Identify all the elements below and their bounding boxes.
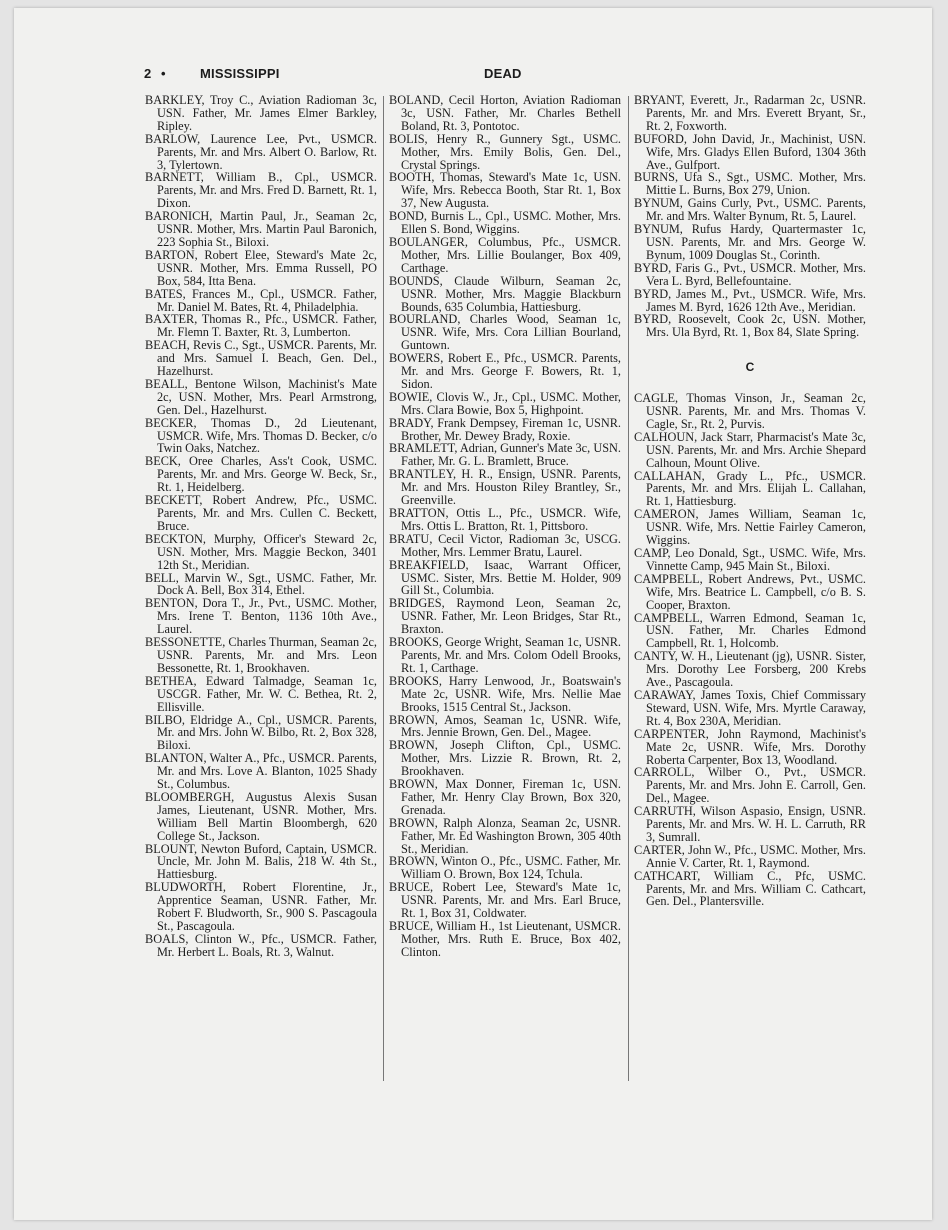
casualty-entry: BRIDGES, Raymond Leon, Seaman 2c, USNR. Father, Mr. Leon Bridges, Star Rt., Braxton. bbox=[389, 596, 621, 637]
casualty-entry: BARLOW, Laurence Lee, Pvt., USMCR. Parents, Mr. and Mrs. Albert O. Barlow, Rt. 3, Tylertown. bbox=[145, 131, 377, 172]
casualty-entry: BOALS, Clinton W., Pfc., USMCR. Father, Mr. Herbert L. Boals, Rt. 3, Walnut. bbox=[145, 931, 377, 959]
casualty-entry: BURNS, Ufa S., Sgt., USMC. Mother, Mrs. Mittie L. Burns, Box 279, Union. bbox=[634, 170, 866, 198]
casualty-entry: BOURLAND, Charles Wood, Seaman 1c, USNR. Wife, Mrs. Cora Lillian Bourland, Guntown. bbox=[389, 312, 621, 353]
casualty-entry: BYRD, Roosevelt, Cook 2c, USN. Mother, Mrs. Ula Byrd, Rt. 1, Box 84, Slate Spring. bbox=[634, 312, 866, 340]
casualty-entry: BECKETT, Robert Andrew, Pfc., USMC. Parents, Mr. and Mrs. Cullen C. Beckett, Bruce. bbox=[145, 493, 377, 533]
casualty-entry: BREAKFIELD, Isaac, Warrant Officer, USMC. Sister, Mrs. Bettie M. Holder, 909 Gill St., Columbia. bbox=[389, 557, 621, 598]
casualty-entry: BROWN, Amos, Seaman 1c, USNR. Wife, Mrs. Jennie Brown, Gen. Del., Magee. bbox=[389, 712, 621, 740]
column-3-b-entries bbox=[634, 94, 866, 339]
casualty-entry: BECK, Oree Charles, Ass't Cook, USMC. Parents, Mr. and Mrs. George W. Beck, Sr., Rt. 1, Heidelberg. bbox=[145, 454, 377, 495]
casualty-entry: BECKTON, Murphy, Officer's Steward 2c, USN. Mother, Mrs. Maggie Beckon, 3401 12th St., Meridian. bbox=[145, 531, 377, 572]
state-name: MISSISSIPPI bbox=[200, 66, 280, 81]
casualty-entry: BOND, Burnis L., Cpl., USMC. Mother, Mrs. Ellen S. Bond, Wiggins. bbox=[389, 209, 621, 237]
casualty-entry: BENTON, Dora T., Jr., Pvt., USMC. Mother, Mrs. Irene T. Benton, 1136 10th Ave., Laurel. bbox=[145, 596, 377, 637]
casualty-entry: BAXTER, Thomas R., Pfc., USMCR. Father, Mr. Flemn T. Baxter, Rt. 3, Lumberton. bbox=[145, 312, 377, 340]
casualty-entry: CAMP, Leo Donald, Sgt., USMC. Wife, Mrs. Vinnette Camp, 945 Main St., Biloxi. bbox=[634, 546, 866, 573]
casualty-entry: BOULANGER, Columbus, Pfc., USMCR. Mother, Mrs. Lillie Boulanger, Box 409, Carthage. bbox=[389, 234, 621, 275]
casualty-entry: BYNUM, Gains Curly, Pvt., USMC. Parents, Mr. and Mrs. Walter Bynum, Rt. 5, Laurel. bbox=[634, 196, 866, 224]
column-3-c-entries bbox=[634, 392, 866, 908]
column-2 bbox=[389, 94, 621, 959]
page-header bbox=[144, 66, 874, 88]
casualty-entry: BROOKS, Harry Lenwood, Jr., Boatswain's Mate 2c, USNR. Wife, Mrs. Nellie Mae Brooks, 1515 Central St., Jackson. bbox=[389, 673, 621, 714]
casualty-entry: CARAWAY, James Toxis, Chief Commissary Steward, USN. Wife, Mrs. Myrtle Caraway, Rt. 4, Box 230A, Meridian. bbox=[634, 687, 866, 728]
casualty-entry: BRYANT, Everett, Jr., Radarman 2c, USNR. Parents, Mr. and Mrs. Everett Bryant, Sr., Rt. 2, Foxworth. bbox=[634, 93, 866, 133]
column-3 bbox=[634, 94, 866, 908]
casualty-entry: CATHCART, William C., Pfc, USMC. Parents, Mr. and Mrs. William C. Cathcart, Gen. Del., Plantersville. bbox=[634, 868, 866, 909]
casualty-entry: BOLAND, Cecil Horton, Aviation Radioman 3c, USN. Father, Mr. Charles Bethell Boland, Rt. 3, Pontotoc. bbox=[389, 93, 621, 133]
casualty-entry: BLUDWORTH, Robert Florentine, Jr., Apprentice Seaman, USNR. Father, Mr. Robert F. Bludworth, Sr., 900 S. Pascagoula St., Pascagoula. bbox=[145, 880, 377, 933]
casualty-entry: BROWN, Ralph Alonza, Seaman 2c, USNR. Father, Mr. Ed Washington Brown, 305 40th St., Meridian. bbox=[389, 815, 621, 856]
casualty-entry: BESSONETTE, Charles Thurman, Seaman 2c, USNR. Parents, Mr. and Mrs. Leon Bessonette, Rt. 1, Brookhaven. bbox=[145, 635, 377, 675]
casualty-entry: BRANTLEY, H. R., Ensign, USNR. Parents, Mr. and Mrs. Houston Riley Brantley, Sr., Greenville. bbox=[389, 467, 621, 508]
casualty-entry: BRADY, Frank Dempsey, Fireman 1c, USNR. Brother, Mr. Dewey Brady, Roxie. bbox=[389, 415, 621, 443]
casualty-entry: CANTY, W. H., Lieutenant (jg), USNR. Sister, Mrs. Dorothy Lee Forsberg, 200 Krebs Ave., Pascagoula. bbox=[634, 649, 866, 690]
page-number: 2 bbox=[144, 66, 152, 81]
casualty-entry: BARNETT, William B., Cpl., USMCR. Parents, Mr. and Mrs. Fred D. Barnett, Rt. 1, Dixon. bbox=[145, 170, 377, 211]
casualty-entry: BEALL, Bentone Wilson, Machinist's Mate 2c, USN. Mother, Mrs. Pearl Armstrong, Gen. Del., Hazelhurst. bbox=[145, 376, 377, 417]
casualty-entry: BYNUM, Rufus Hardy, Quartermaster 1c, USN. Parents, Mr. and Mrs. George W. Bynum, 1009 Douglas St., Corinth. bbox=[634, 222, 866, 262]
casualty-entry: BATES, Frances M., Cpl., USMCR. Father, Mr. Daniel M. Bates, Rt. 4, Philadelphia. bbox=[145, 286, 377, 314]
casualty-entry: CARPENTER, John Raymond, Machinist's Mate 2c, USNR. Wife, Mrs. Dorothy Roberta Carpenter, Box 13, Woodland. bbox=[634, 726, 866, 767]
casualty-entry: BETHEA, Edward Talmadge, Seaman 1c, USCGR. Father, Mr. W. C. Bethea, Rt. 2, Ellisville. bbox=[145, 673, 377, 714]
section-title: DEAD bbox=[484, 66, 522, 81]
casualty-entry: BRUCE, Robert Lee, Steward's Mate 1c, USNR. Parents, Mr. and Mrs. Earl Bruce, Rt. 1, Box 31, Coldwater. bbox=[389, 880, 621, 921]
casualty-entry: BILBO, Eldridge A., Cpl., USMCR. Parents, Mr. and Mrs. John W. Bilbo, Rt. 2, Box 328, Biloxi. bbox=[145, 712, 377, 753]
casualty-entry: BRATU, Cecil Victor, Radioman 3c, USCG. Mother, Mrs. Lemmer Bratu, Laurel. bbox=[389, 531, 621, 559]
casualty-entry: CAGLE, Thomas Vinson, Jr., Seaman 2c, USNR. Parents, Mr. and Mrs. Thomas V. Cagle, Sr., Rt. 2, Purvis. bbox=[634, 391, 866, 431]
casualty-entry: BLANTON, Walter A., Pfc., USMCR. Parents, Mr. and Mrs. Love A. Blanton, 1025 Shady St., Columbus. bbox=[145, 751, 377, 792]
casualty-entry: BUFORD, John David, Jr., Machinist, USN. Wife, Mrs. Gladys Ellen Buford, 1304 36th Ave., Gulfport. bbox=[634, 131, 866, 172]
casualty-entry: BRATTON, Ottis L., Pfc., USMCR. Wife, Mrs. Ottis L. Bratton, Rt. 1, Pittsboro. bbox=[389, 506, 621, 533]
casualty-entry: BARKLEY, Troy C., Aviation Radioman 3c, USN. Father, Mr. James Elmer Barkley, Ripley. bbox=[145, 93, 377, 133]
casualty-entry: BRAMLETT, Adrian, Gunner's Mate 3c, USN. Father, Mr. G. L. Bramlett, Bruce. bbox=[389, 441, 621, 469]
casualty-entry: CARTER, John W., Pfc., USMC. Mother, Mrs. Annie V. Carter, Rt. 1, Raymond. bbox=[634, 842, 866, 870]
column-1 bbox=[145, 94, 377, 959]
header-bullet: • bbox=[161, 66, 166, 81]
casualty-entry: BOWERS, Robert E., Pfc., USMCR. Parents, Mr. and Mrs. George F. Bowers, Rt. 1, Sidon. bbox=[389, 351, 621, 391]
casualty-entry: BOUNDS, Claude Wilburn, Seaman 2c, USNR. Mother, Mrs. Maggie Blackburn Bounds, 635 Columbia, Hattiesburg. bbox=[389, 273, 621, 314]
letter-heading: C bbox=[745, 360, 755, 375]
column-divider bbox=[383, 96, 384, 1081]
casualty-entry: BROWN, Max Donner, Fireman 1c, USN. Father, Mr. Henry Clay Brown, Box 320, Grenada. bbox=[389, 777, 621, 817]
column-divider bbox=[628, 96, 629, 1081]
casualty-entry: BARONICH, Martin Paul, Jr., Seaman 2c, USNR. Mother, Mrs. Martin Paul Baronich, 223 Sophia St., Biloxi. bbox=[145, 209, 377, 249]
casualty-entry: BROWN, Winton O., Pfc., USMC. Father, Mr. William O. Brown, Box 124, Tchula. bbox=[389, 854, 621, 882]
casualty-entry: BOOTH, Thomas, Steward's Mate 1c, USN. Wife, Mrs. Rebecca Booth, Star Rt. 1, Box 37, New Augusta. bbox=[389, 170, 621, 211]
casualty-entry: BLOOMBERGH, Augustus Alexis Susan James, Lieutenant, USNR. Mother, Mrs. William Bell Martin Bloombergh, 620 College St., Jackson. bbox=[145, 789, 377, 843]
casualty-entry: BELL, Marvin W., Sgt., USMC. Father, Mr. Dock A. Bell, Box 314, Ethel. bbox=[145, 570, 377, 598]
casualty-entry: CAMPBELL, Warren Edmond, Seaman 1c, USN. Father, Mr. Charles Edmond Campbell, Rt. 1, Holcomb. bbox=[634, 610, 866, 651]
casualty-entry: BOWIE, Clovis W., Jr., Cpl., USMC. Mother, Mrs. Clara Bowie, Box 5, Highpoint. bbox=[389, 389, 621, 417]
casualty-entry: BEACH, Revis C., Sgt., USMCR. Parents, Mr. and Mrs. Samuel I. Beach, Gen. Del., Hazelhurst. bbox=[145, 338, 377, 379]
casualty-entry: BROOKS, George Wright, Seaman 1c, USNR. Parents, Mr. and Mrs. Colom Odell Brooks, Rt. 1, Carthage. bbox=[389, 635, 621, 675]
casualty-entry: BLOUNT, Newton Buford, Captain, USMCR. Uncle, Mr. John M. Balis, 218 W. 4th St., Hattiesburg. bbox=[145, 841, 377, 882]
casualty-entry: CAMPBELL, Robert Andrews, Pvt., USMC. Wife, Mrs. Beatrice L. Campbell, c/o B. S. Cooper, Braxton. bbox=[634, 571, 866, 612]
casualty-entry: CAMERON, James William, Seaman 1c, USNR. Wife, Mrs. Nettie Fairley Cameron, Wiggins. bbox=[634, 507, 866, 548]
casualty-entry: BOLIS, Henry R., Gunnery Sgt., USMC. Mother, Mrs. Emily Bolis, Gen. Del., Crystal Springs. bbox=[389, 131, 621, 172]
casualty-entry: CALHOUN, Jack Starr, Pharmacist's Mate 3c, USN. Parents, Mr. and Mrs. Archie Shepard Calhoun, Mount Olive. bbox=[634, 429, 866, 470]
casualty-entry: BROWN, Joseph Clifton, Cpl., USMC. Mother, Mrs. Lizzie R. Brown, Rt. 2, Brookhaven. bbox=[389, 738, 621, 779]
casualty-entry: CARRUTH, Wilson Aspasio, Ensign, USNR. Parents, Mr. and Mrs. W. H. L. Carruth, RR 3, Sumrall. bbox=[634, 804, 866, 844]
casualty-entry: BARTON, Robert Elee, Steward's Mate 2c, USNR. Mother, Mrs. Emma Russell, PO Box, 584, Itta Bena. bbox=[145, 247, 377, 288]
casualty-entry: CARROLL, Wilber O., Pvt., USMCR. Parents, Mr. and Mrs. John E. Carroll, Gen. Del., Magee. bbox=[634, 765, 866, 806]
casualty-entry: BYRD, James M., Pvt., USMCR. Wife, Mrs. James M. Byrd, 1626 12th Ave., Meridian. bbox=[634, 286, 866, 314]
casualty-entry: BYRD, Faris G., Pvt., USMCR. Mother, Mrs. Vera L. Byrd, Bellefountaine. bbox=[634, 260, 866, 288]
casualty-entry: BRUCE, William H., 1st Lieutenant, USMCR. Mother, Mrs. Ruth E. Bruce, Box 402, Clinton. bbox=[389, 919, 621, 959]
casualty-entry: CALLAHAN, Grady L., Pfc., USMCR. Parents, Mr. and Mrs. Elijah L. Callahan, Rt. 1, Hattiesburg. bbox=[634, 468, 866, 509]
casualty-entry: BECKER, Thomas D., 2d Lieutenant, USMCR. Wife, Mrs. Thomas D. Becker, c/o Twin Oaks, Natchez. bbox=[145, 415, 377, 456]
